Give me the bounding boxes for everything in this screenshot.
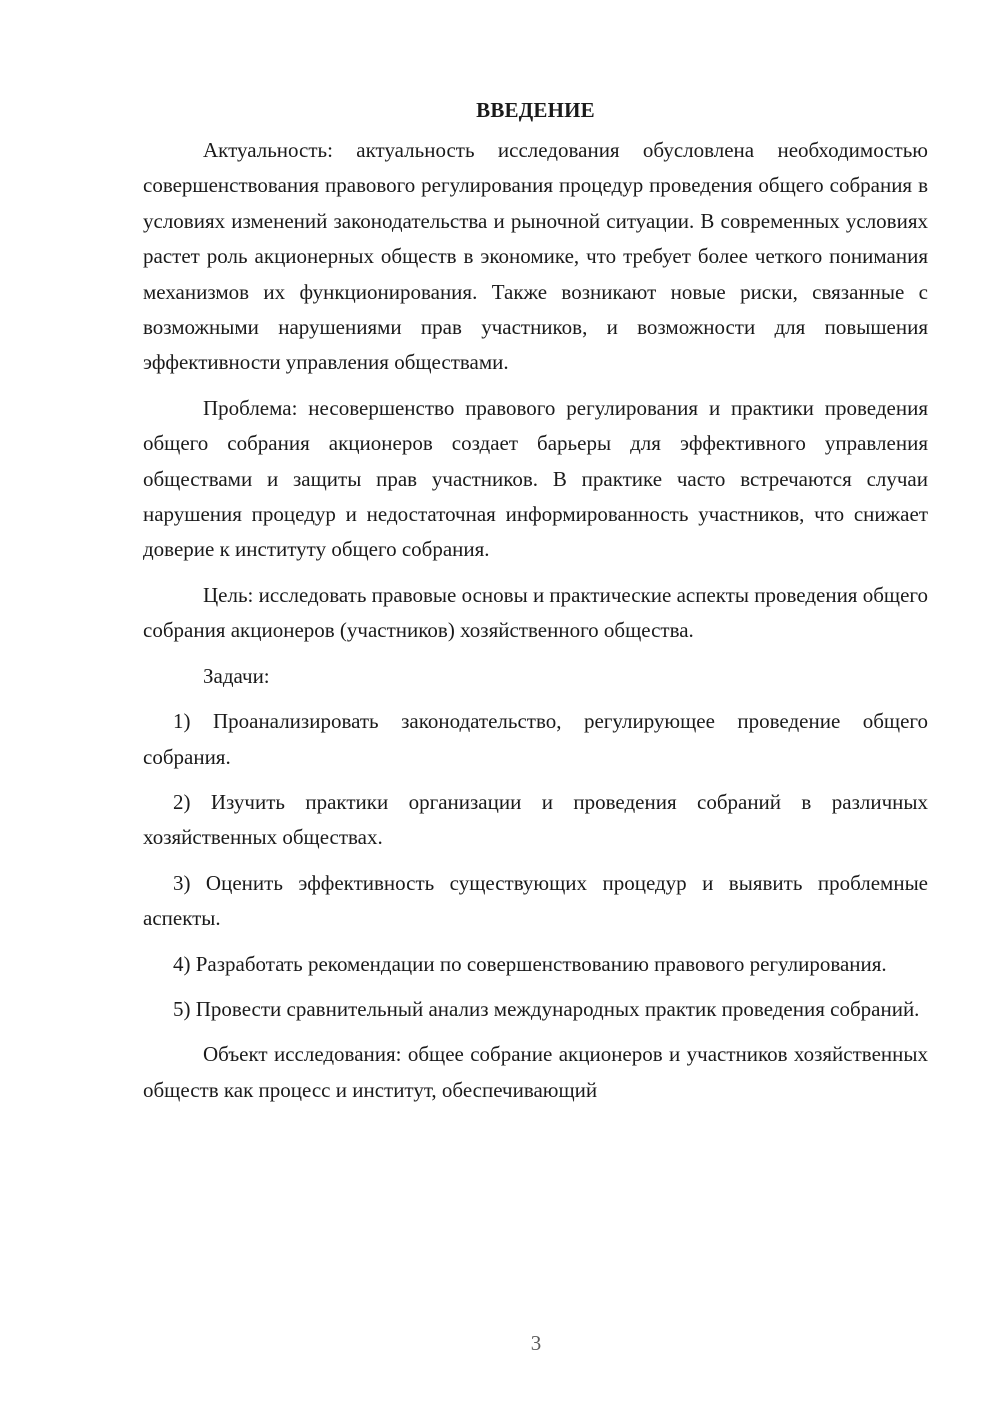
paragraph-relevance: Актуальность: актуальность исследования обусловлена необходимостью совершенствования правового регулирования процедур проведения общего собрания в условиях изменений законодательства и рыночной ситуации. В современных условиях растет роль акционерных обществ в экономике, что требует более четкого понимания механизмов их функционирования. Также возникают новые риски, связанные с возможными нарушениями прав участников, и возможности для повышения эффективности управления обществами.	[143, 138, 928, 375]
document-page	[143, 92, 928, 1108]
task-item: 4) Разработать рекомендации по совершенствованию правового регулирования.	[173, 951, 887, 976]
task-item: 5) Провести сравнительный анализ международных практик проведения собраний.	[173, 996, 920, 1021]
task-item: 2) Изучить практики организации и проведения собраний в различных хозяйственных обществах.	[143, 789, 928, 850]
paragraph-object: Объект исследования: общее собрание акционеров и участников хозяйственных обществ как процесс и институт, обеспечивающий	[143, 1042, 928, 1102]
section-heading: ВВЕДЕНИЕ	[476, 98, 595, 122]
paragraph-problem: Проблема: несовершенство правового регулирования и практики проведения общего собрания акционеров создает барьеры для эффективного управления обществами и защиты прав участников. В практике часто встречаются случаи нарушения процедур и недостаточная информированность участников, что снижает доверие к институту общего собрания.	[143, 395, 928, 562]
task-item: 3) Оценить эффективность существующих процедур и выявить проблемные аспекты.	[143, 870, 928, 931]
task-item: 1) Проанализировать законодательство, регулирующее проведение общего собрания.	[143, 709, 928, 769]
paragraph-tasks-label: Задачи:	[203, 663, 270, 688]
page-number: 3	[530, 1331, 542, 1355]
paragraph-goal: Цель: исследовать правовые основы и практические аспекты проведения общего собрания акционеров (участников) хозяйственного общества.	[143, 582, 928, 643]
